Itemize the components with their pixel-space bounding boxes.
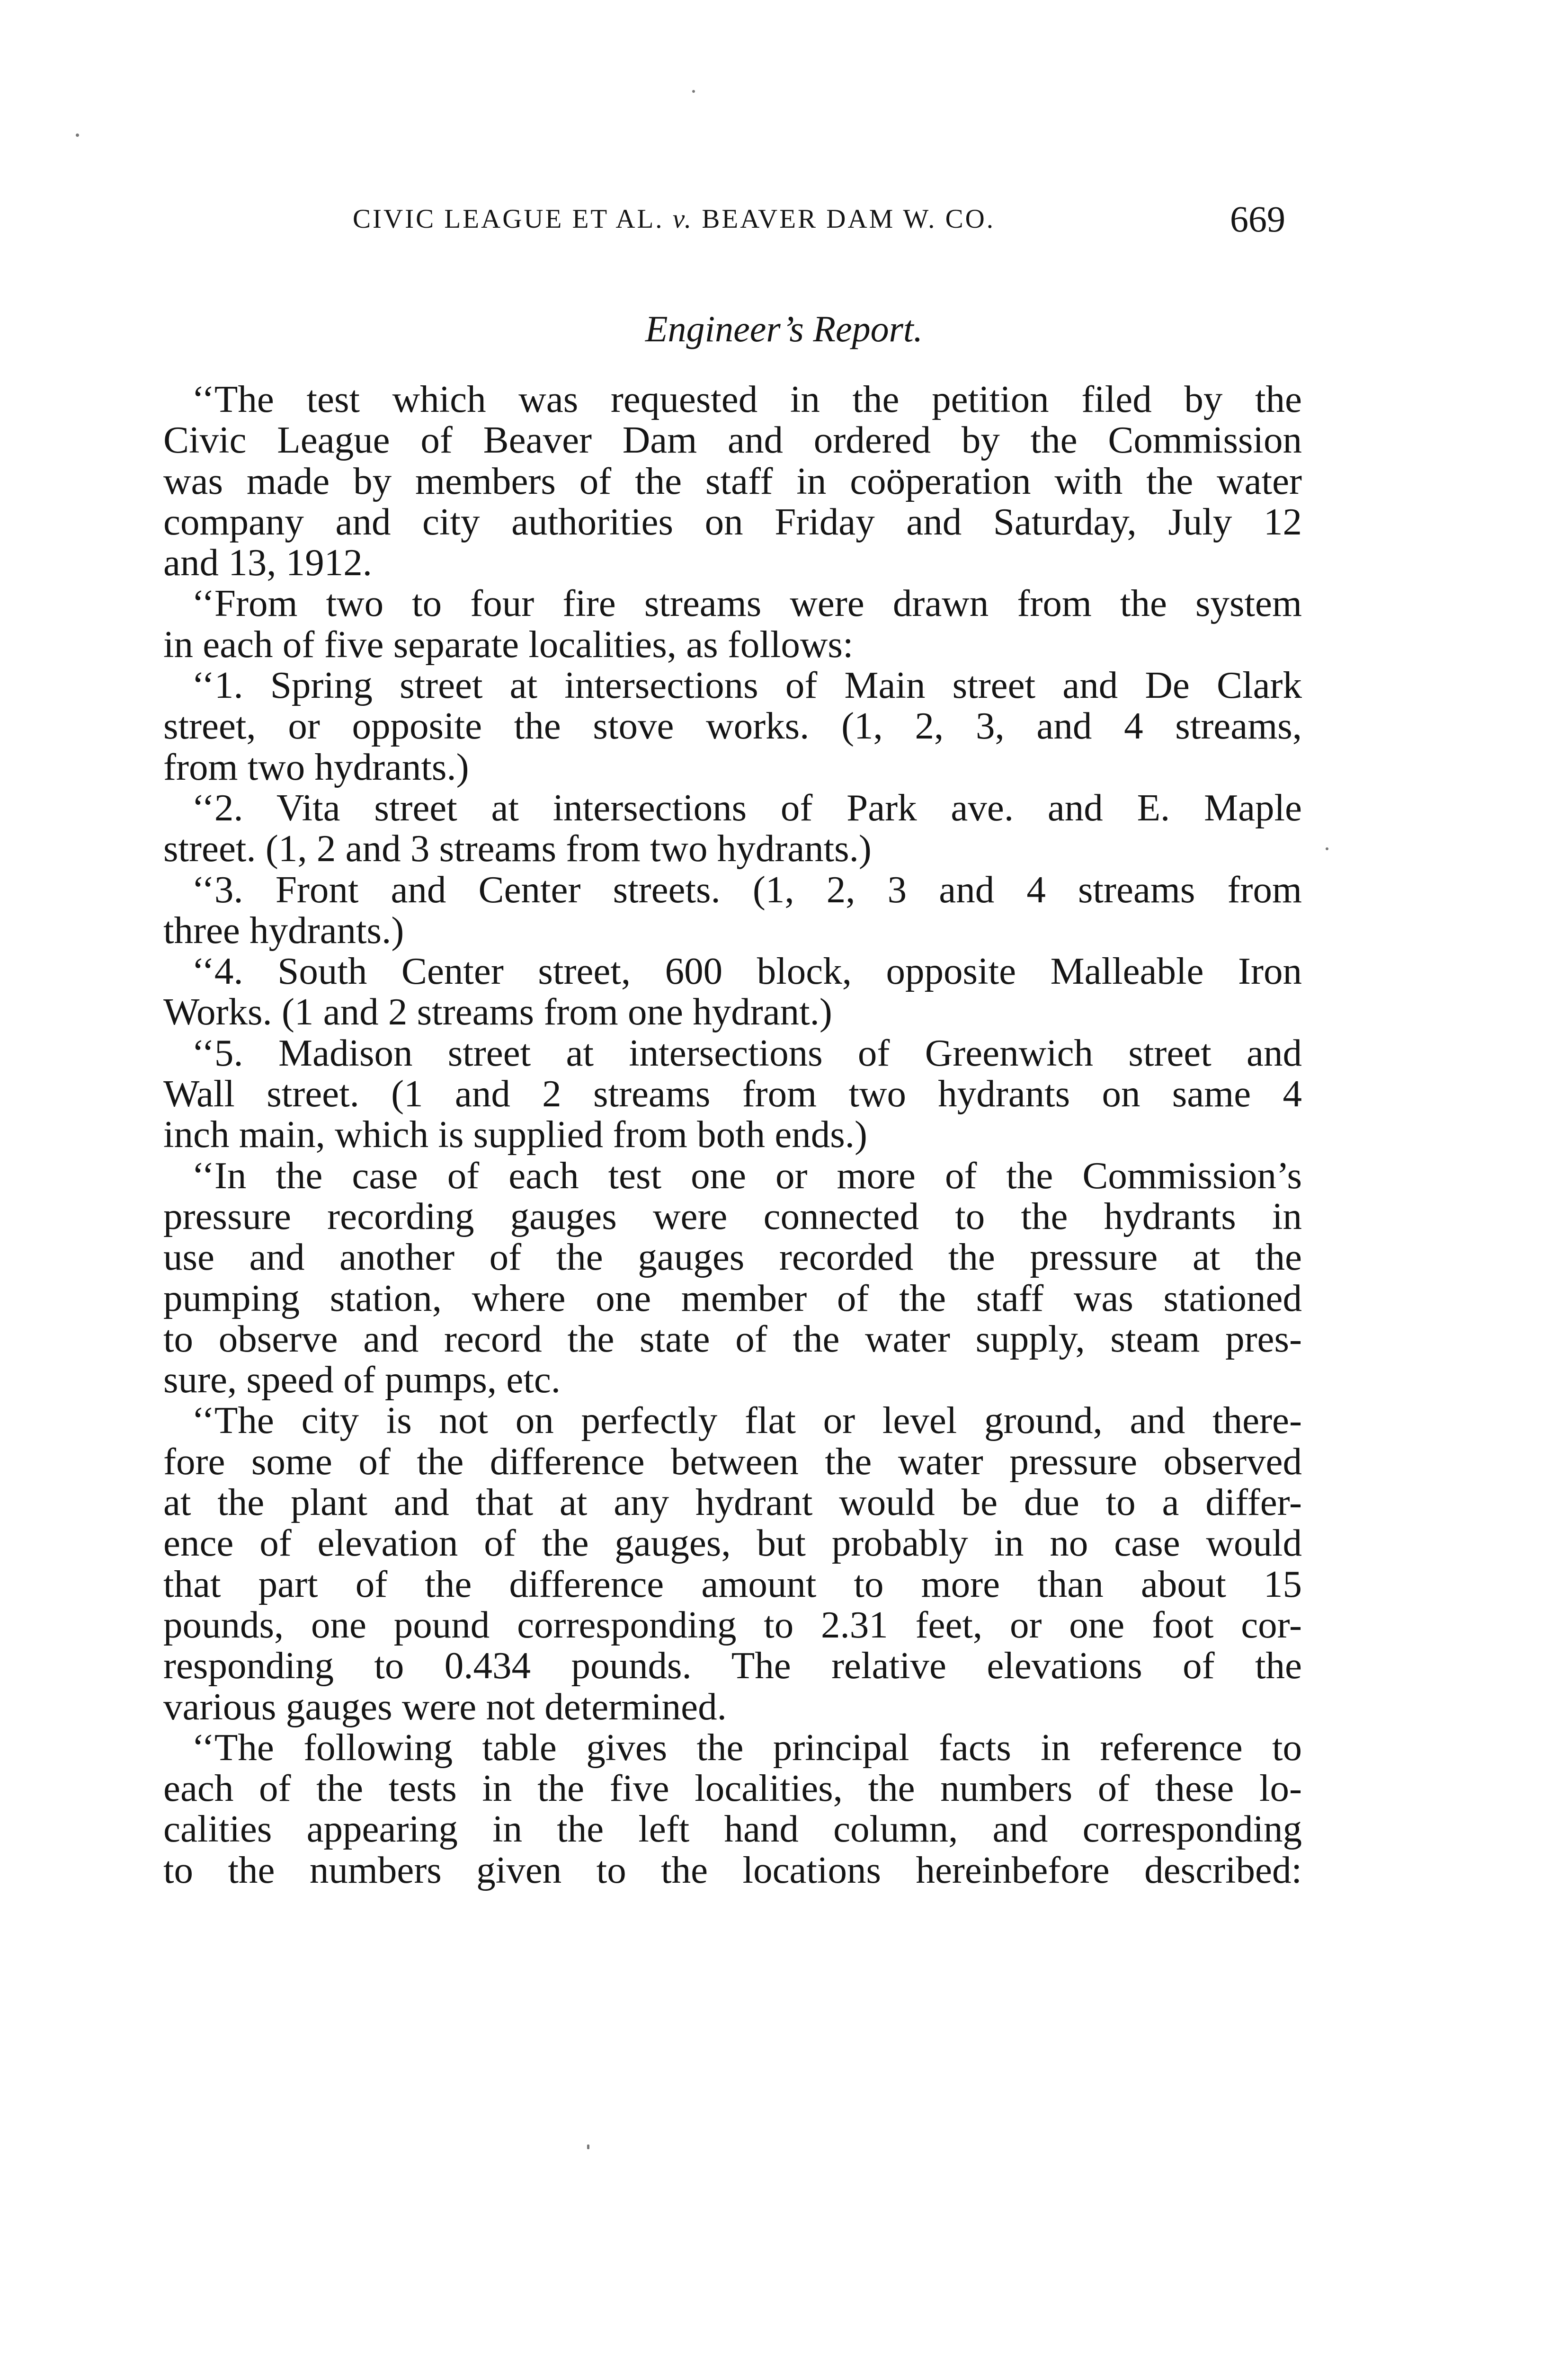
text-line: street, or opposite the stove works. (1, 2, 3, and 4 streams, [163,704,1302,747]
text-line: ‘‘The city is not on perfectly flat or level ground, and there- [192,1399,1302,1442]
text-line: ‘‘The following table gives the principal facts in reference to [192,1726,1302,1769]
text-line: Wall street. (1 and 2 streams from two hydrants on same 4 [163,1072,1302,1115]
text-line: fore some of the difference between the water pressure observed [163,1440,1302,1483]
text-line: three hydrants.) [163,908,404,952]
text-line: ‘‘5. Madison street at intersections of Greenwich street and [192,1031,1302,1074]
text-line: in each of five separate localities, as follows: [163,623,854,666]
text-line: ‘‘1. Spring street at intersections of Main street and De Clark [192,664,1302,707]
text-line: was made by members of the staff in coöperation with the water [163,459,1302,502]
running-head-defendant: BEAVER DAM W. CO. [702,204,996,234]
text-line: calities appearing in the left hand column, and corresponding [163,1807,1302,1851]
text-line: ‘‘In the case of each test one or more of the Commission’s [192,1154,1302,1197]
running-head-parties: CIVIC LEAGUE ET AL. [353,204,664,234]
body-text [163,379,1302,1890]
text-line: each of the tests in the five localities, the numbers of these lo- [163,1767,1302,1810]
scan-speck [587,2145,589,2149]
text-line: various gauges were not determined. [163,1685,727,1728]
text-line: sure, speed of pumps, etc. [163,1358,561,1401]
text-line: pumping station, where one member of the staff was stationed [163,1276,1302,1319]
section-title: Engineer’s Report. [645,308,923,349]
text-line: ence of elevation of the gauges, but probably in no case would [163,1522,1302,1565]
text-line: ‘‘The test which was requested in the petition filed by the [192,378,1302,420]
text-line: responding to 0.434 pounds. The relative elevations of the [163,1644,1302,1687]
text-line: to observe and record the state of the water supply, steam pres- [163,1317,1302,1360]
text-line: inch main, which is supplied from both ends.) [163,1113,868,1156]
scan-speck [76,133,79,137]
scan-speck [1326,847,1328,850]
scan-speck [692,90,695,93]
page-number: 669 [1230,198,1285,240]
text-line: Civic League of Beaver Dam and ordered by the Commission [163,418,1302,462]
text-line: pounds, one pound corresponding to 2.31 feet, or one foot cor- [163,1603,1302,1646]
text-line: from two hydrants.) [163,745,469,788]
text-line: to the numbers given to the locations hereinbefore described: [163,1848,1302,1891]
text-line: and 13, 1912. [163,541,372,584]
text-line: street. (1, 2 and 3 streams from two hydrants.) [163,827,872,870]
text-line: use and another of the gauges recorded the pressure at the [163,1236,1302,1279]
text-line: at the plant and that at any hydrant would be due to a differ- [163,1481,1302,1524]
text-line: ‘‘4. South Center street, 600 block, opposite Malleable Iron [192,950,1302,993]
running-head [353,204,995,234]
text-line: ‘‘From two to four fire streams were drawn from the system [192,582,1302,625]
text-line: that part of the difference amount to more than about 15 [163,1562,1302,1605]
running-head-versus: v. [672,204,694,234]
text-line: ‘‘3. Front and Center streets. (1, 2, 3 and 4 streams from [192,868,1302,911]
text-line: company and city authorities on Friday and Saturday, July 12 [163,500,1302,543]
text-line: ‘‘2. Vita street at intersections of Park ave. and E. Maple [192,786,1302,829]
text-line: Works. (1 and 2 streams from one hydrant.) [163,990,832,1033]
text-line: pressure recording gauges were connected to the hydrants in [163,1194,1302,1237]
